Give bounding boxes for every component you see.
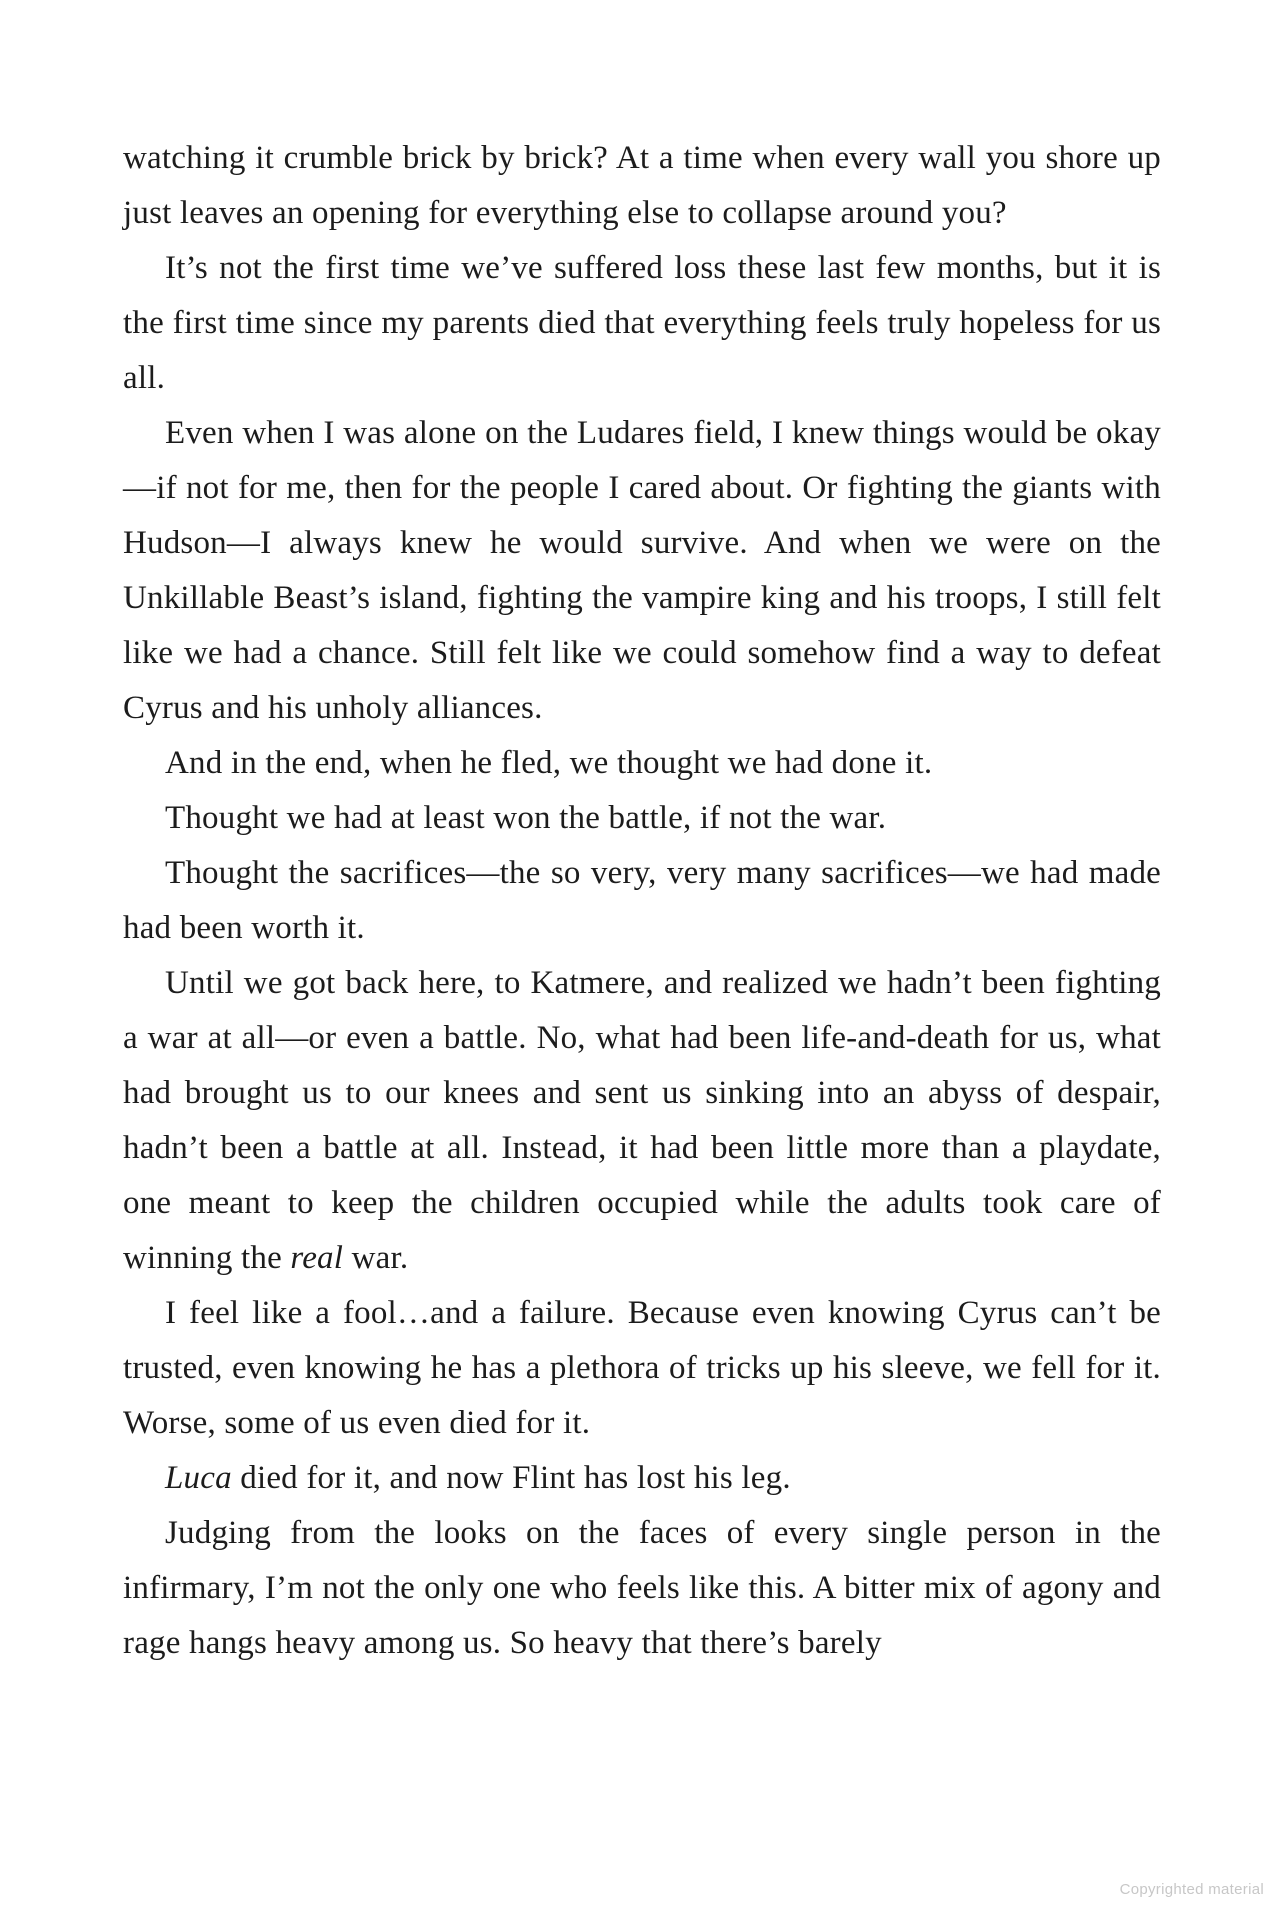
text-segment: I feel like a fool…and a failure. Because even knowing Cyrus can’t be trusted, even knowing he has a plethora of tricks up his sleeve, we fell for it. Worse, some of us even died for it. bbox=[123, 1295, 1161, 1441]
paragraph bbox=[123, 956, 1161, 1286]
text-segment: Until we got back here, to Katmere, and realized we hadn’t been fighting a war at all—or even a battle. No, what had been life-and-death for us, what had brought us to our knees and sent us sinking into an abyss of despair, hadn’t been a battle at all. Instead, it had been little more than a playdate, one meant to keep the children occupied while the adults took care of winning the bbox=[123, 965, 1161, 1276]
page-text-block bbox=[123, 131, 1161, 1671]
text-segment: Thought we had at least won the battle, if not the war. bbox=[165, 800, 887, 836]
italic-text-segment: Luca bbox=[165, 1460, 232, 1496]
paragraph bbox=[123, 241, 1161, 406]
text-segment: Judging from the looks on the faces of every single person in the infirmary, I’m not the only one who feels like this. A bitter mix of agony and rage hangs heavy among us. So heavy that there’s barely bbox=[123, 1515, 1161, 1661]
paragraph bbox=[123, 131, 1161, 241]
paragraph bbox=[123, 1506, 1161, 1671]
paragraph bbox=[123, 791, 1161, 846]
copyright-watermark: Copyrighted material bbox=[1119, 1881, 1264, 1898]
text-segment: watching it crumble brick by brick? At a time when every wall you shore up just leaves an opening for everything else to collapse around you? bbox=[123, 140, 1161, 231]
paragraph bbox=[123, 736, 1161, 791]
italic-text-segment: real bbox=[290, 1240, 344, 1276]
text-segment: Thought the sacrifices—the so very, very many sacrifices—we had made had been worth it. bbox=[123, 855, 1161, 946]
text-segment: It’s not the first time we’ve suffered loss these last few months, but it is the first time since my parents died that everything feels truly hopeless for us all. bbox=[123, 250, 1161, 396]
paragraph bbox=[123, 1451, 1161, 1506]
text-segment: And in the end, when he fled, we thought we had done it. bbox=[165, 745, 933, 781]
paragraph bbox=[123, 1286, 1161, 1451]
text-segment: died for it, and now Flint has lost his leg. bbox=[231, 1460, 791, 1496]
paragraph bbox=[123, 406, 1161, 736]
paragraph bbox=[123, 846, 1161, 956]
text-segment: war. bbox=[343, 1240, 409, 1276]
text-segment: Even when I was alone on the Ludares field, I knew things would be okay—if not for me, then for the people I cared about. Or fighting the giants with Hudson—I always knew he would survive. And when we were on the Unkillable Beast’s island, fighting the vampire king and his troops, I still felt like we had a chance. Still felt like we could somehow find a way to defeat Cyrus and his unholy alliances. bbox=[123, 415, 1161, 726]
